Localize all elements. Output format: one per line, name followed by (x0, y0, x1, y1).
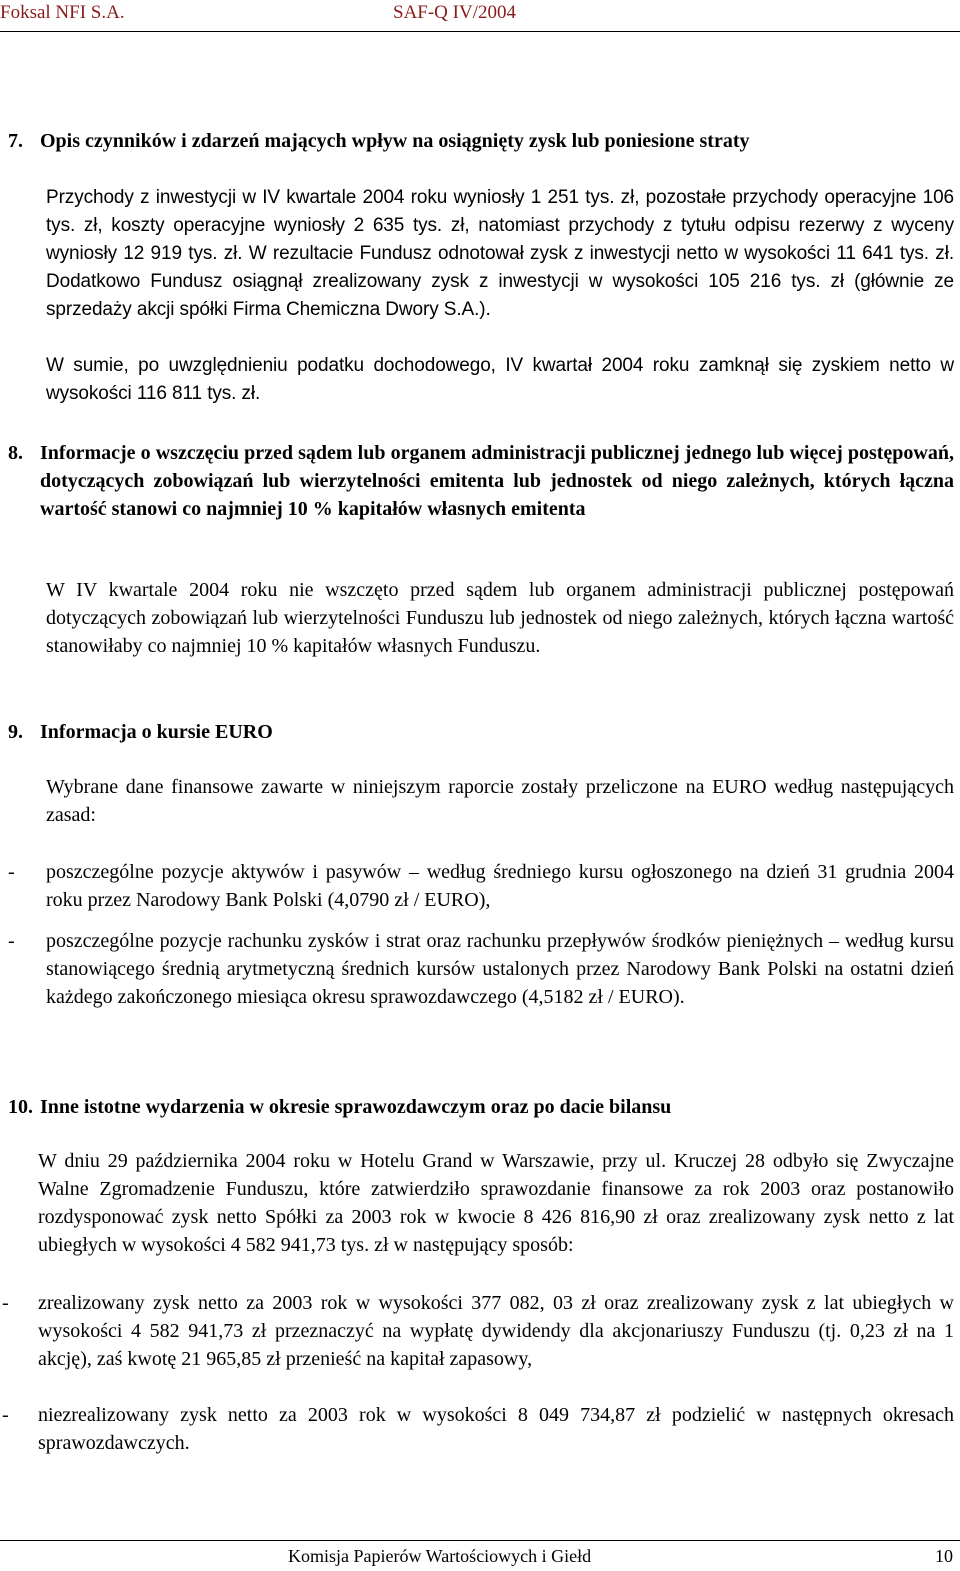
section-9-bullet-marker: - (8, 930, 15, 952)
section-9-bullet-2: poszczególne pozycje rachunku zysków i strat oraz rachunku przepływów środków pieniężnych – według kursu stanowiącego średnią arytmetyczną średnich kursów ustalonych przez Narodowy Bank Polski na ostatni dzień każdego zakończonego miesiąca okresu sprawozdawczego (4,5182 zł / EURO). (46, 930, 954, 1008)
header-divider (0, 31, 960, 32)
section-9-title: Informacja o kursie EURO (40, 721, 273, 743)
section-7-number: 7. (8, 130, 23, 152)
section-10-paragraph: W dniu 29 października 2004 roku w Hotelu Grand w Warszawie, przy ul. Kruczej 28 odbyło się Zwyczajne Walne Zgromadzenie Funduszu, które zatwierdziło sprawozdanie finansowe za rok 2003 oraz postanowiło rozdysponować zysk netto Spółki za 2003 rok w kwocie 8 426 816,90 zł oraz zrealizowany zysk netto z lat ubiegłych w wysokości 4 582 941,73 tys. zł w następujący sposób: (38, 1150, 954, 1256)
section-9-bullet-1: poszczególne pozycje aktywów i pasywów – według średniego kursu ogłoszonego na dzień 31 grudnia 2004 roku przez Narodowy Bank Polski (4,0790 zł / EURO), (46, 861, 954, 911)
section-7-paragraph-2: W sumie, po uwzględnieniu podatku dochodowego, IV kwartał 2004 roku zamknął się zyskiem netto w wysokości 116 811 tys. zł. (46, 355, 954, 404)
section-9-intro: Wybrane dane finansowe zawarte w niniejszym raporcie zostały przeliczone na EURO według następujących zasad: (46, 776, 954, 826)
footer-divider (0, 1540, 960, 1541)
page-number: 10 (935, 1546, 953, 1566)
section-8-number: 8. (8, 442, 23, 464)
section-8-title: Informacje o wszczęciu przed sądem lub organem administracji publicznej jednego lub więcej postępowań, dotyczących zobowiązań lub wierzytelności emitenta lub jednostek od niego zależnych, których łączna wartość stanowi co najmniej 10 % kapitałów własnych emitenta (40, 442, 954, 520)
header-report-id: SAF-Q IV/2004 (393, 2, 516, 23)
section-10-bullet-marker: - (2, 1404, 9, 1426)
section-9-number: 9. (8, 721, 23, 743)
section-10-bullet-2: niezrealizowany zysk netto za 2003 rok w wysokości 8 049 734,87 zł podzielić w następnych okresach sprawozdawczych. (38, 1404, 954, 1454)
section-10-bullet-marker: - (2, 1292, 9, 1314)
section-7-title: Opis czynników i zdarzeń mających wpływ na osiągnięty zysk lub poniesione straty (40, 130, 750, 152)
footer-text: Komisja Papierów Wartościowych i Giełd (288, 1546, 592, 1566)
section-10-bullet-1: zrealizowany zysk netto za 2003 rok w wysokości 377 082, 03 zł oraz zrealizowany zysk z lat ubiegłych w wysokości 4 582 941,73 zł przeznaczyć na wypłatę dywidendy dla akcjonariuszy Funduszu (tj. 0,23 zł na 1 akcję), zaś kwotę 21 965,85 zł przenieść na kapitał zapasowy, (38, 1292, 954, 1370)
section-10-title: Inne istotne wydarzenia w okresie sprawozdawczym oraz po dacie bilansu (40, 1096, 672, 1118)
section-10-number: 10. (8, 1096, 33, 1118)
header-company: Foksal NFI S.A. (0, 2, 125, 23)
section-8-paragraph: W IV kwartale 2004 roku nie wszczęto przed sądem lub organem administracji publicznej postępowań dotyczących zobowiązań lub wierzytelności Funduszu lub jednostek od niego zależnych, których łączna wartość stanowiłaby co najmniej 10 % kapitałów własnych Funduszu. (46, 579, 954, 657)
section-7-paragraph: Przychody z inwestycji w IV kwartale 2004 roku wyniosły 1 251 tys. zł, pozostałe przychody operacyjne 106 tys. zł, koszty operacyjne wyniosły 2 635 tys. zł, natomiast przychody z tytułu odpisu rezerwy z wyceny wyniosły 12 919 tys. zł. W rezultacie Fundusz odnotował zysk z inwestycji netto w wysokości 11 641 tys. zł. Dodatkowo Fundusz osiągnął zrealizowany zysk z inwestycji w wysokości 105 216 tys. zł (głównie ze sprzedaży akcji spółki Firma Chemiczna Dwory S.A.). (46, 187, 954, 320)
section-9-bullet-marker: - (8, 861, 15, 883)
